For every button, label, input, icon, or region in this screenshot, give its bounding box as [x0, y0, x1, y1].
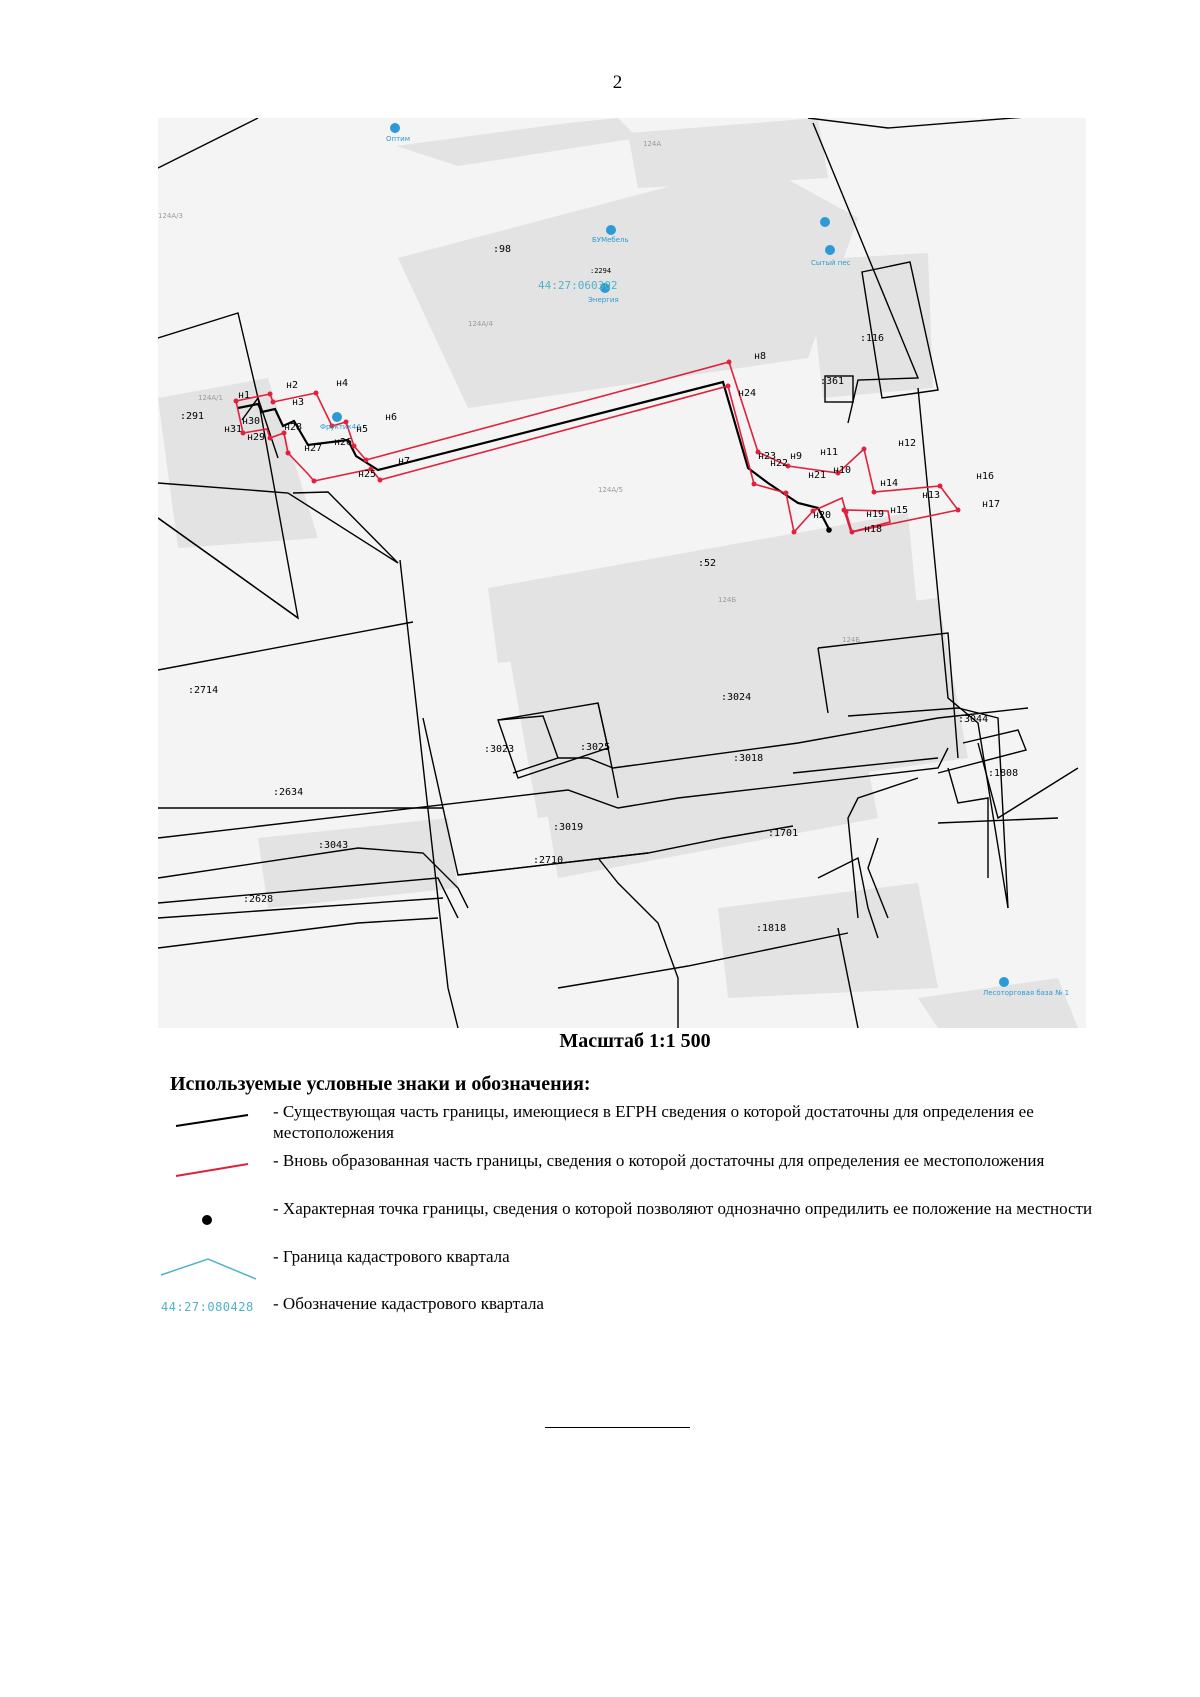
point-label: н6	[385, 412, 398, 423]
building-label: 124Б	[842, 636, 861, 644]
poi-label: Фруктик44	[320, 423, 361, 431]
legend-item-text: - Обозначение кадастрового квартала	[273, 1294, 544, 1313]
parcel-label: :116	[860, 333, 885, 344]
poi-label: Сытый пес	[811, 259, 851, 267]
legend-item-new-boundary	[158, 1150, 1108, 1200]
point-label: н31	[224, 424, 243, 435]
parcel-label: :3018	[733, 753, 764, 764]
point-label: н22	[770, 458, 789, 469]
map-svg	[158, 118, 1086, 1028]
point-label: н15	[890, 505, 909, 516]
point-label: н23	[758, 451, 777, 462]
parcel-label: :3044	[958, 714, 989, 725]
point-label: н20	[813, 510, 832, 521]
point-label: н18	[864, 524, 883, 535]
poi-label: Оптим	[386, 135, 410, 143]
legend-item-text: - Характерная точка границы, сведения о которой позволяют однозначно опредилить ее положение на местности	[273, 1199, 1093, 1218]
point-label: н30	[242, 416, 261, 427]
legend-item-text: - Граница кадастрового квартала	[273, 1247, 510, 1266]
point-label: н2	[286, 380, 299, 391]
point-label: н8	[754, 351, 767, 362]
point-label: н26	[334, 437, 353, 448]
point-label: н25	[358, 469, 377, 480]
point-label: н3	[292, 397, 305, 408]
point-label: н1	[238, 390, 251, 401]
parcel-label: :3043	[318, 840, 349, 851]
legend-title: Используемые условные знаки и обозначения:	[170, 1073, 591, 1095]
scale-label: Масштаб 1:1 500	[559, 1030, 711, 1052]
red-line-symbol	[158, 1150, 268, 1194]
building-label: 124А/4	[468, 320, 493, 328]
building-label: 124А/3	[158, 212, 183, 220]
parcel-label: :2294	[590, 267, 612, 275]
quarter-code-sample: 44:27:080428	[161, 1300, 254, 1314]
legend-item-quarter-code	[158, 1293, 1108, 1343]
parcel-label: :2628	[243, 894, 274, 905]
parcel-label: :3023	[484, 744, 515, 755]
parcel-label: :2714	[188, 685, 219, 696]
point-label: н16	[976, 471, 995, 482]
point-label: н10	[833, 465, 852, 476]
legend-item-point	[158, 1198, 1108, 1248]
point-label: н13	[922, 490, 941, 501]
poi-label: БУМебель	[592, 236, 629, 244]
poi-label: Лесоторговая база № 1	[983, 989, 1070, 997]
black-line-symbol	[158, 1101, 268, 1145]
quarter-code-symbol	[158, 1293, 268, 1337]
point-label: н29	[247, 432, 266, 443]
existing-point	[826, 527, 832, 533]
parcel-label: :1701	[768, 828, 799, 839]
legend-item-text: - Существующая часть границы, имеющиеся в ЕГРН сведения о которой достаточны для определения ее местоположения	[273, 1102, 1034, 1142]
point-label: н14	[880, 478, 899, 489]
parcel-label: :1818	[756, 923, 787, 934]
page-number: 2	[612, 72, 623, 93]
parcel-label: :3025	[580, 742, 611, 753]
building-label: 124А	[643, 140, 662, 148]
point-label: н7	[398, 456, 411, 467]
point-label: н5	[356, 424, 369, 435]
building-label: 124А/1	[198, 394, 223, 402]
building-label: 124А/5	[598, 486, 623, 494]
parcel-label: :3019	[553, 822, 584, 833]
parcel-label: :2634	[273, 787, 304, 798]
cyan-line-symbol	[158, 1246, 268, 1290]
point-label: н21	[808, 470, 827, 481]
parcel-label: :361	[820, 376, 845, 387]
legend-item-quarter-boundary	[158, 1246, 1108, 1296]
quarter-code: 44:27:060302	[538, 279, 618, 292]
parcel-label: :2710	[533, 855, 564, 866]
cadastral-map	[158, 118, 1086, 1028]
parcel-label: :1808	[988, 768, 1019, 779]
point-label: н27	[304, 443, 323, 454]
point-label: н11	[820, 447, 839, 458]
point-label: н4	[336, 378, 349, 389]
parcel-label: :98	[493, 244, 512, 255]
point-label: н9	[790, 451, 803, 462]
building-label: 124Б	[718, 596, 737, 604]
parcel-label: :3024	[721, 692, 752, 703]
point-label: н24	[738, 388, 757, 399]
footer-divider	[545, 1427, 690, 1428]
parcel-label: :291	[180, 411, 205, 422]
point-label: н19	[866, 509, 885, 520]
parcel-label: :52	[698, 558, 717, 569]
point-label: н28	[284, 422, 303, 433]
legend-item-text: - Вновь образованная часть границы, сведения о которой достаточны для определения ее местоположения	[273, 1151, 1045, 1170]
point-label: н17	[982, 499, 1001, 510]
legend-item-existing-boundary	[158, 1101, 1108, 1151]
black-dot-symbol	[158, 1198, 268, 1242]
point-label: н12	[898, 438, 917, 449]
poi-label: Энергия	[588, 296, 619, 304]
